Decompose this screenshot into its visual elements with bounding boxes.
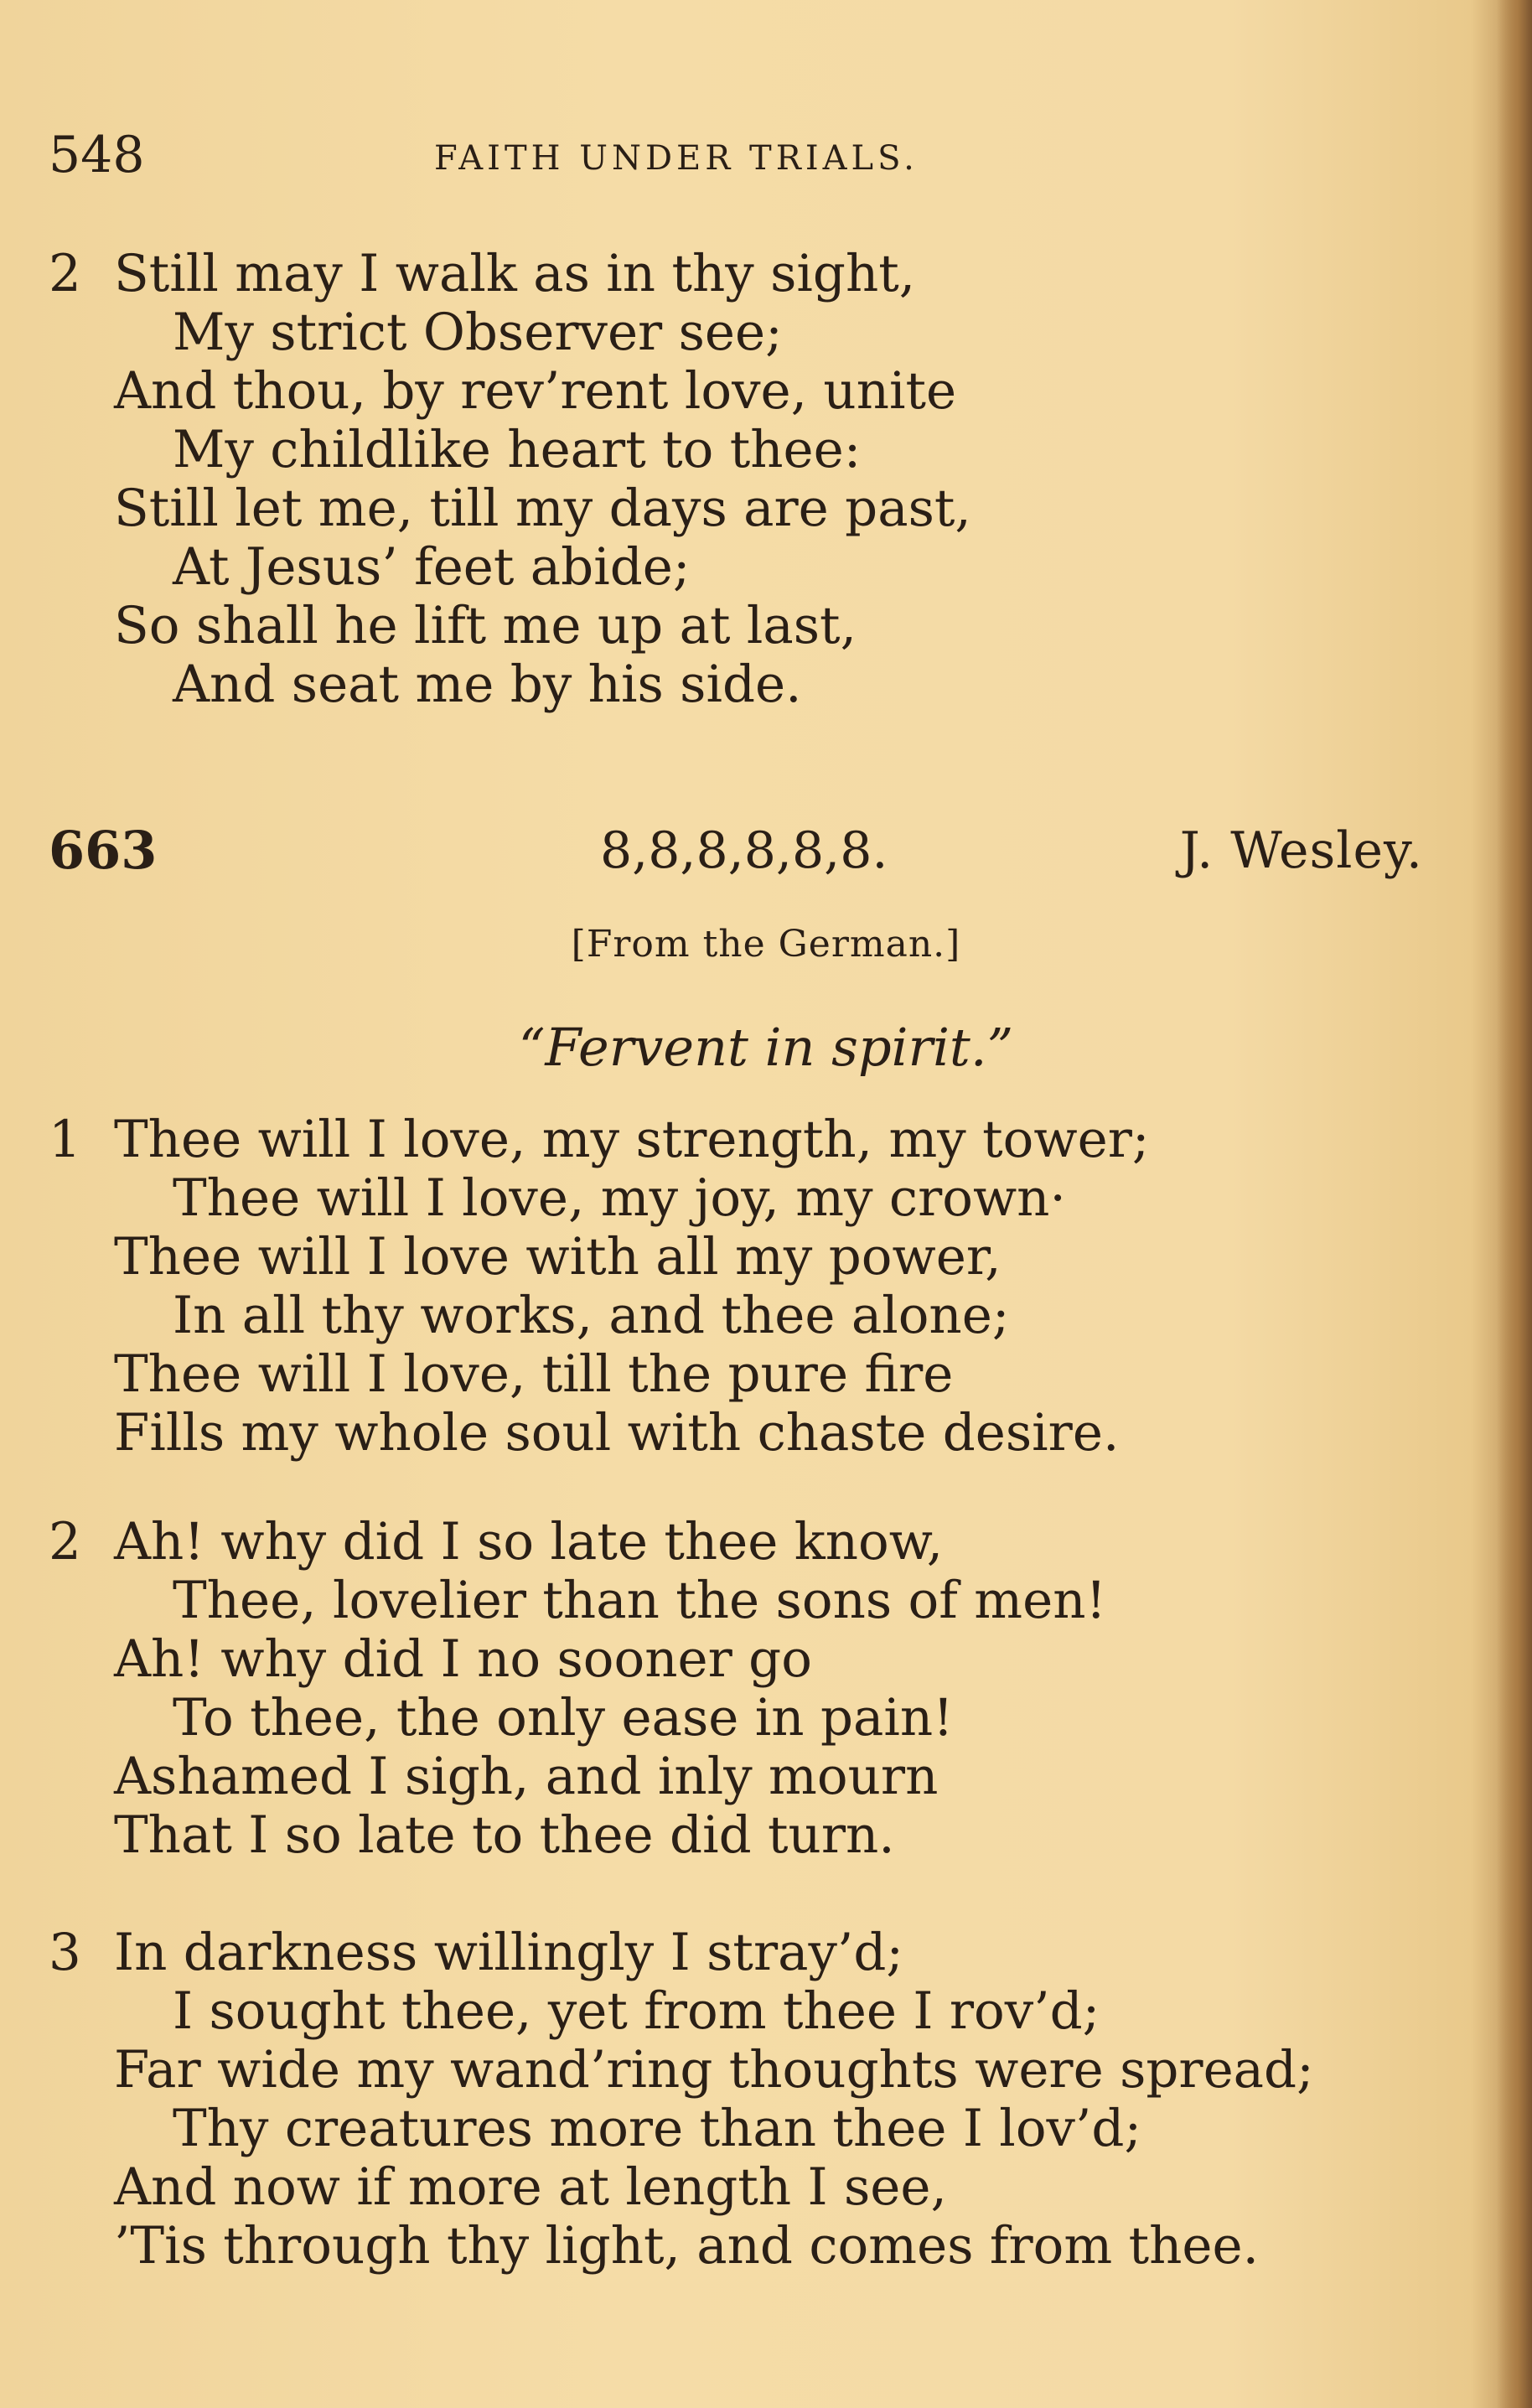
line-text: Thy creatures more than thee I lov’d; xyxy=(173,2099,1141,2158)
stanza-line xyxy=(49,421,1440,479)
page-edge-shadow xyxy=(1497,0,1532,2408)
hymn-motto: “Fervent in spirit.” xyxy=(518,1017,1014,1078)
stanza-line xyxy=(49,1982,1440,2041)
stanza-line xyxy=(49,655,1440,714)
line-text: And now if more at length I see, xyxy=(114,2157,947,2217)
stanza-line xyxy=(49,1111,1440,1169)
stanza-line xyxy=(49,597,1440,655)
hymn-stanza-2 xyxy=(49,1513,1440,1865)
hymn-stanza-3 xyxy=(49,1924,1440,2276)
line-text: Fills my whole soul with chaste desire. xyxy=(114,1403,1120,1463)
hymn-source: [From the German.] xyxy=(571,923,961,966)
stanza-line xyxy=(49,1689,1440,1748)
line-text: Thee will I love with all my power, xyxy=(114,1227,1001,1287)
line-text: Thee will I love, till the pure fire xyxy=(114,1344,954,1404)
stanza-line xyxy=(49,1169,1440,1228)
stanza-number: 3 xyxy=(49,1923,81,1982)
page-number: 548 xyxy=(49,126,145,184)
line-text: So shall he lift me up at last, xyxy=(114,596,857,655)
hymn-stanza-1 xyxy=(49,1111,1440,1463)
line-text: Thee will I love, my joy, my crown· xyxy=(173,1168,1066,1228)
line-text: ’Tis through thy light, and comes from thee. xyxy=(114,2216,1259,2276)
line-text: Ah! why did I so late thee know, xyxy=(114,1512,944,1572)
line-text: Thee will I love, my strength, my tower; xyxy=(114,1110,1150,1169)
line-text: Far wide my wand’ring thoughts were spread; xyxy=(114,2040,1314,2100)
line-text: In all thy works, and thee alone; xyxy=(173,1286,1010,1345)
stanza-line xyxy=(49,245,1440,303)
line-text: I sought thee, yet from thee I rov’d; xyxy=(173,1981,1100,2041)
previous-hymn-stanza xyxy=(49,245,1440,714)
line-text: That I so late to thee did turn. xyxy=(114,1805,895,1865)
stanza-line xyxy=(49,2158,1440,2217)
stanza-line xyxy=(49,1345,1440,1404)
line-text: Ah! why did I no sooner go xyxy=(114,1629,812,1689)
stanza-line xyxy=(49,479,1440,538)
stanza-line xyxy=(49,303,1440,362)
line-text: And thou, by rev’rent love, unite xyxy=(114,361,957,421)
stanza-number: 1 xyxy=(49,1110,81,1169)
stanza-line xyxy=(49,2217,1440,2276)
stanza-line xyxy=(49,538,1440,597)
line-text: Still may I walk as in thy sight, xyxy=(114,244,916,303)
line-text: Still let me, till my days are past, xyxy=(114,479,971,538)
line-text: My strict Observer see; xyxy=(173,303,783,362)
stanza-line xyxy=(49,2100,1440,2158)
line-text: Ashamed I sigh, and inly mourn xyxy=(114,1747,939,1806)
line-text: In darkness willingly I stray’d; xyxy=(114,1923,903,1982)
hymn-number: 663 xyxy=(49,820,158,881)
stanza-line xyxy=(49,1572,1440,1630)
stanza-line xyxy=(49,1287,1440,1345)
stanza-line xyxy=(49,2041,1440,2100)
line-text: To thee, the only ease in pain! xyxy=(173,1688,954,1748)
hymn-author: J. Wesley. xyxy=(1179,821,1423,880)
running-head xyxy=(49,126,1038,184)
stanza-line xyxy=(49,1924,1440,1982)
stanza-line xyxy=(49,1228,1440,1287)
stanza-number: 2 xyxy=(49,1512,81,1572)
stanza-line xyxy=(49,1806,1440,1865)
stanza-line xyxy=(49,1513,1440,1572)
line-text: At Jesus’ feet abide; xyxy=(173,537,691,597)
stanza-line xyxy=(49,1630,1440,1689)
stanza-line xyxy=(49,362,1440,421)
hymn-meter: 8,8,8,8,8,8. xyxy=(600,821,888,880)
line-text: Thee, lovelier than the sons of men! xyxy=(173,1571,1106,1630)
line-text: And seat me by his side. xyxy=(173,655,802,714)
line-text: My childlike heart to thee: xyxy=(173,420,862,479)
stanza-line xyxy=(49,1404,1440,1463)
hymn-header xyxy=(49,817,1423,884)
stanza-number: 2 xyxy=(49,244,81,303)
stanza-line xyxy=(49,1748,1440,1806)
section-title: FAITH UNDER TRIALS. xyxy=(434,139,919,178)
